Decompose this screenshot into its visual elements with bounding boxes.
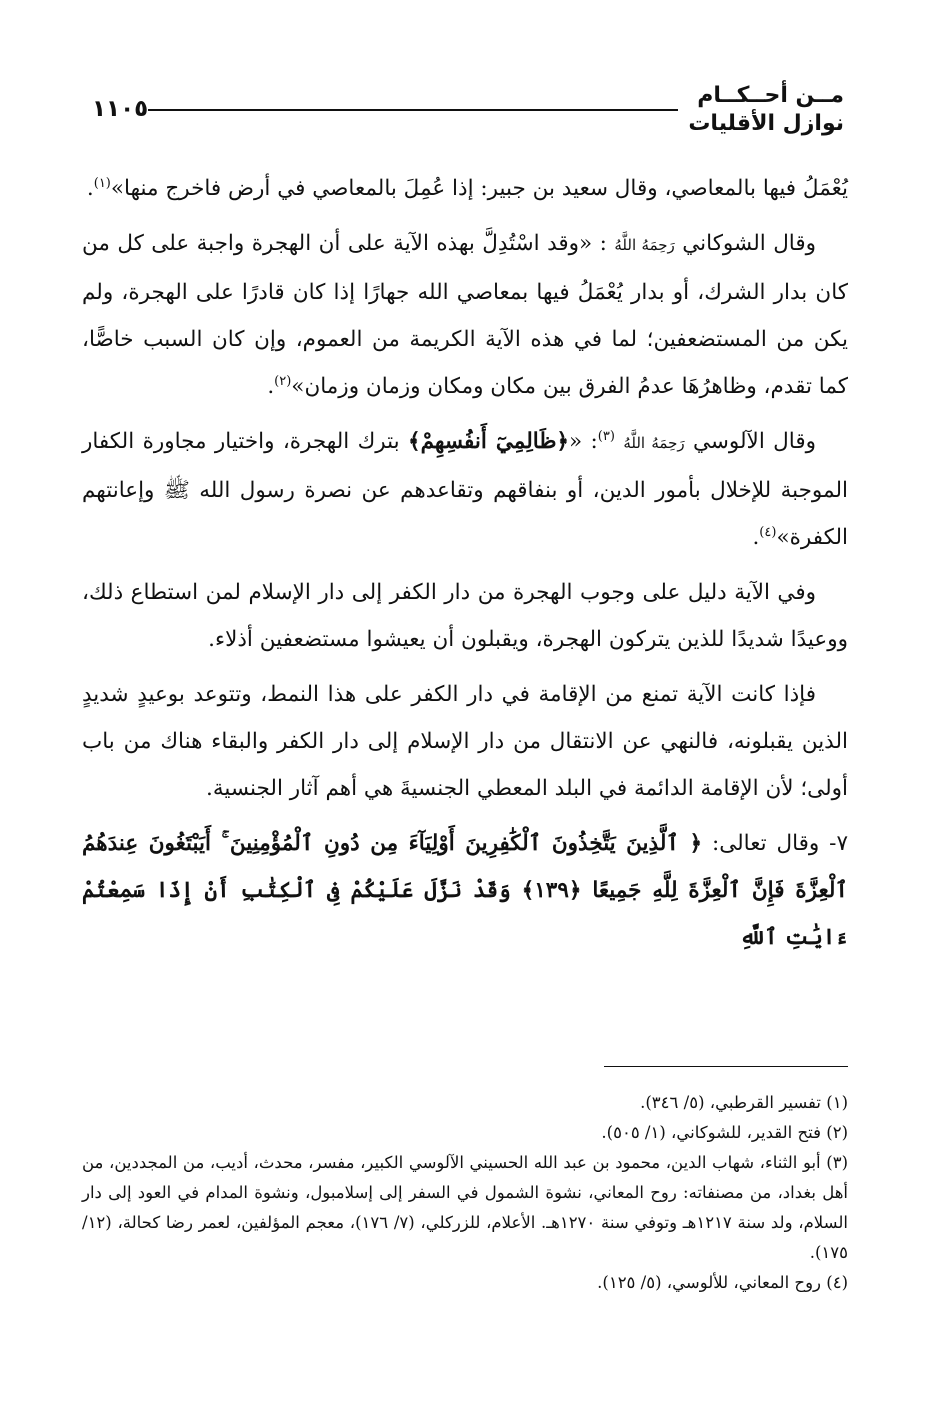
paragraph-3: وقال الآلوسي رَحِمَهُ اللَّهُ $^{(٣)}$: «﴿ظَالِمِيٓ أَنفُسِهِمْ﴾ بترك الهجرة، واختيار مجاورة الكفار الموجبة للإخلال بأمور الدين، أو بنفاقهم وتقاعدهم عن نصرة رسول الله ﷺ وإعانتهم الكفرة»$^{(٤)}$. [82, 428, 848, 550]
footnote-ref-4: (٤) [759, 524, 777, 540]
main-text [82, 165, 848, 961]
footnote-ref-2: (٢) [274, 373, 292, 389]
paragraph-1: يُعْمَلُ فيها بالمعاصي، وقال سعيد بن جبير: إذا عُمِلَ بالمعاصي في أرض فاخرج منها»$^{(١)}$. [86, 175, 848, 201]
book-title-line2: نوازل الأقليات [688, 110, 844, 136]
footnotes [82, 1088, 848, 1298]
paragraph-5: فإذا كانت الآية تمنع من الإقامة في دار الكفر على هذا النمط، وتتوعد بوعيدٍ شديدٍ الذين يقبلونه، فالنهي عن الانتقال من دار الإسلام إلى دار الكفر والبقاء هناك من باب أولى؛ لأن الإقامة الدائمة في البلد المعطي الجنسيةَ هي أهم آثار الجنسية. [82, 682, 848, 801]
footnote-2: (٢) فتح القدير، للشوكاني، (١/ ٥٠٥). [601, 1123, 848, 1142]
footnote-1: (١) تفسير القرطبي، (٥/ ٣٤٦). [640, 1093, 848, 1112]
footnote-ref-3: (٣) [597, 428, 615, 444]
footnote-ref-1: (١) [93, 175, 111, 191]
quran-verse: ﴿ ٱلَّذِينَ يَتَّخِذُونَ ٱلْكَٰفِرِينَ أَوْلِيَآءَ مِن دُونِ ٱلْمُؤْمِنِينَ ۚ أَيَبْتَغُونَ عِندَهُمُ ٱلْعِزَّةَ فَإِنَّ ٱلْعِزَّةَ لِلَّهِ جَمِيعًا ﴿١٣٩﴾ وَقَدْ نَزَّلَ عَلَيْكُمْ فِى ٱلْكِتَٰبِ أَنْ إِذَا سَمِعْتُمْ ءَايَٰتِ ٱللَّهِ [82, 831, 849, 950]
footnote-4: (٤) روح المعاني، للألوسي، (٥/ ١٢٥). [597, 1273, 848, 1292]
book-title [688, 82, 844, 137]
running-header [84, 82, 844, 152]
paragraph-6: ٧- وقال تعالى: ﴿ ٱلَّذِينَ يَتَّخِذُونَ ٱلْكَٰفِرِينَ أَوْلِيَآءَ مِن دُونِ ٱلْمُؤْمِنِينَ ۚ أَيَبْتَغُونَ عِندَهُمُ ٱلْعِزَّةَ فَإِنَّ ٱلْعِزَّةَ لِلَّهِ جَمِيعًا ﴿١٣٩﴾ وَقَدْ نَزَّلَ عَلَيْكُمْ فِى ٱلْكِتَٰبِ أَنْ إِذَا سَمِعْتُمْ ءَايَٰتِ ٱللَّهِ [82, 831, 849, 950]
honorific-glyph: رَحِمَهُ اللَّهُ [614, 236, 675, 254]
header-rule [148, 109, 678, 111]
page-number: ١١٠٥ [92, 96, 149, 122]
paragraph-2: وقال الشوكاني رَحِمَهُ اللَّهُ : «وقد اسْتُدِلَّ بهذه الآية على أن الهجرة واجبة على كل من كان بدار الشرك، أو بدار يُعْمَلُ فيها بمعاصي الله جهارًا إذا كان قادرًا على الهجرة، ولم يكن من المستضعفين؛ لما في هذه الآية الكريمة من العموم، وإن كان السبب خاصًّا، كما تقدم، وظاهرُهَا عدمُ الفرق بين مكان ومكان وزمان وزمان»$^{(٢)}$. [82, 231, 848, 399]
book-title-line1: مــن أحــكــام [697, 83, 844, 108]
quran-quote: ﴿ظَالِمِيٓ أَنفُسِهِمْ﴾ [408, 429, 570, 454]
footnote-separator [604, 1066, 848, 1067]
footnote-3: (٣) أبو الثناء، شهاب الدين، محمود بن عبد الله الحسيني الآلوسي الكبير، مفسر، محدث، أديب، من المجددين، من أهل بغداد، من مصنفاته: روح المعاني، نشوة الشمول في السفر إلى إسلامبول، ونشوة المدام في العود إلى دار السلام، ولد سنة ١٢١٧هـ وتوفي سنة ١٢٧٠هـ. الأعلام، للزركلي، (٧/ ١٧٦)، معجم المؤلفين، لعمر رضا كحالة، (١٢/ ١٧٥). [82, 1153, 848, 1262]
paragraph-4: وفي الآية دليل على وجوب الهجرة من دار الكفر إلى دار الإسلام لمن استطاع ذلك، ووعيدًا شديدًا للذين يتركون الهجرة، ويقبلون أن يعيشوا مستضعفين أذلاء. [82, 580, 848, 652]
honorific-glyph: رَحِمَهُ اللَّهُ [623, 434, 685, 452]
